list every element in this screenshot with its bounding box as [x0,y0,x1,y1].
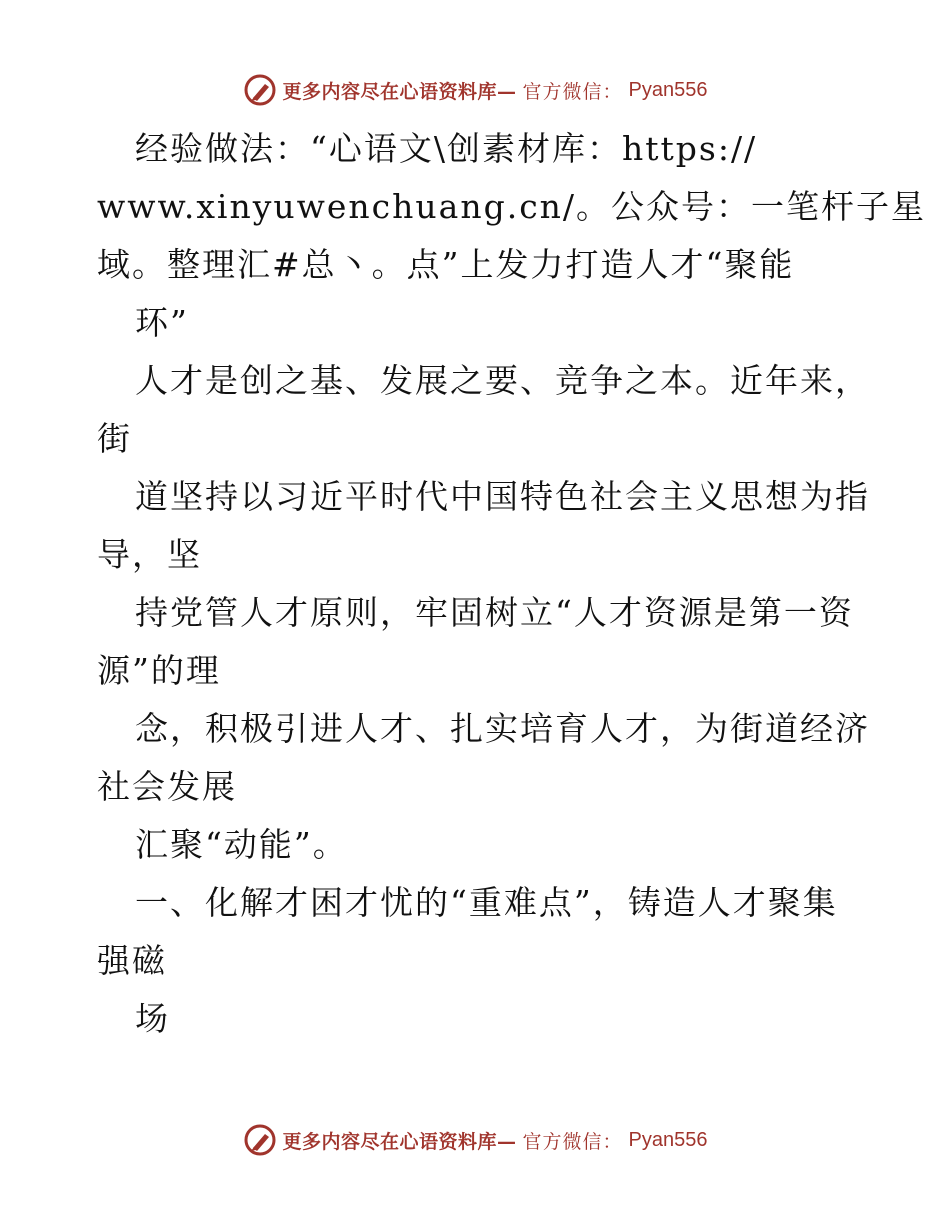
text-line: 人才是创之基、发展之要、竞争之本。近年来， [135,361,870,400]
text-line: 社会发展 [97,767,237,806]
footer-banner [0,1120,950,1160]
text-line: 持党管人才原则，牢固树立“人才资源是第一资 [135,593,854,632]
header-banner [0,70,950,110]
text-line: 街 [97,419,132,458]
text-line: 经验做法：“心语文\创素材库：https:// [135,129,758,168]
text-line: 一、化解才困才忧的“重难点”，铸造人才聚集 [135,883,838,922]
document-body [97,120,927,1048]
text-line: 导，坚 [97,535,202,574]
text-line: 强磁 [97,941,167,980]
text-line: 道坚持以习近平时代中国特色社会主义思想为指 [135,477,870,516]
banner-wechat-label: 官方微信： [522,80,623,103]
text-line: 源”的理 [97,651,221,690]
text-line: 汇聚“动能”。 [135,825,348,864]
banner-wechat-id: Pyan556 [628,78,708,101]
text-line: 域。整理汇#总丶。点”上发力打造人才“聚能 [97,245,795,284]
banner-wechat-id: Pyan556 [628,1128,708,1151]
pen-logo-icon [243,1123,277,1157]
text-line: 环” [135,303,189,342]
banner-wechat-label: 官方微信： [522,1130,623,1153]
text-line: 场 [135,999,170,1038]
text-line: www.xinyuwenchuang.cn/。公众号：一笔杆子星 [97,187,927,226]
banner-site-text: 更多内容尽在心语资料库— [282,1130,517,1153]
text-line: 念，积极引进人才、扎实培育人才，为街道经济 [135,709,870,748]
banner-site-text: 更多内容尽在心语资料库— [282,80,517,103]
pen-logo-icon [243,73,277,107]
